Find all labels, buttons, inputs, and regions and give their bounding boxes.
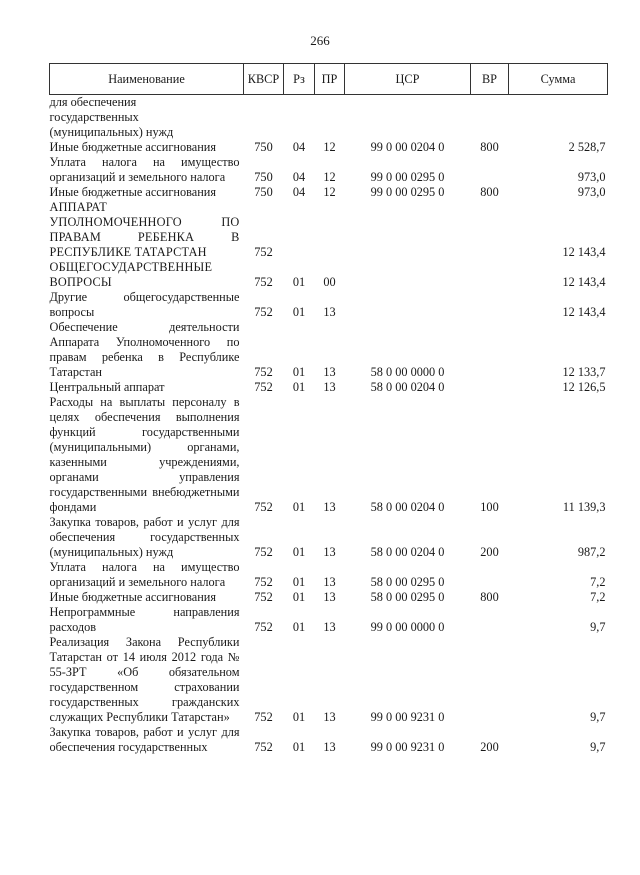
row-kvsr: 752	[254, 305, 273, 319]
row-sum: 987,2	[577, 545, 606, 559]
row-rz: 01	[292, 620, 306, 634]
row-rz: 01	[292, 365, 306, 379]
row-sum: 7,2	[590, 575, 606, 589]
row-sum: 12 143,4	[562, 245, 606, 259]
row-name: Обеспечение деятельности Аппарата Уполномоченного по правам ребенка в Республике Татарстан	[49, 320, 240, 379]
row-vr: 100	[480, 500, 499, 514]
row-sum	[509, 95, 608, 141]
row-kvsr: 752	[254, 380, 273, 394]
table-row	[50, 515, 608, 560]
row-vr	[471, 320, 509, 380]
row-pr: 00	[323, 275, 336, 289]
row-csr: 58 0 00 0295 0	[370, 590, 445, 604]
table-row	[50, 95, 608, 141]
table-row	[50, 260, 608, 290]
row-csr: 99 0 00 9231 0	[370, 710, 445, 724]
row-csr	[345, 95, 471, 141]
row-rz: 04	[292, 185, 306, 199]
row-rz: 01	[292, 575, 306, 589]
row-pr: 13	[323, 500, 336, 514]
row-pr: 13	[323, 710, 336, 724]
row-pr: 13	[323, 305, 336, 319]
row-sum: 12 126,5	[562, 380, 606, 394]
table-row	[50, 320, 608, 380]
row-kvsr: 752	[254, 575, 273, 589]
table-header	[50, 64, 608, 95]
page-number: 266	[310, 33, 330, 48]
row-rz: 01	[292, 710, 306, 724]
row-vr	[471, 260, 509, 290]
row-csr: 58 0 00 0000 0	[370, 365, 445, 379]
row-vr	[471, 605, 509, 635]
table-row	[50, 290, 608, 320]
row-pr: 13	[323, 545, 336, 559]
row-name: Центральный аппарат	[49, 380, 165, 394]
row-sum: 12 143,4	[562, 275, 606, 289]
row-rz: 01	[292, 590, 306, 604]
budget-table	[49, 63, 608, 755]
row-rz	[284, 95, 315, 141]
row-sum: 12 143,4	[562, 305, 606, 319]
row-vr	[471, 560, 509, 590]
row-csr: 99 0 00 0295 0	[370, 170, 445, 184]
row-sum: 9,7	[590, 620, 606, 634]
row-sum: 9,7	[590, 710, 606, 724]
row-name: для обеспечения государственных (муниципальных) нужд	[49, 95, 174, 139]
table-row	[50, 635, 608, 725]
row-pr: 12	[323, 140, 336, 154]
row-name: АППАРАТ УПОЛНОМОЧЕННОГО ПО ПРАВАМ РЕБЕНКА В РЕСПУБЛИКЕ ТАТАРСТАН	[49, 200, 240, 259]
row-csr: 99 0 00 0204 0	[370, 140, 445, 154]
row-vr	[471, 155, 509, 185]
header-rz: Рз	[284, 64, 315, 95]
row-rz: 01	[292, 740, 306, 754]
row-name: Иные бюджетные ассигнования	[49, 140, 217, 154]
row-vr: 200	[480, 740, 499, 754]
row-pr: 13	[323, 590, 336, 604]
row-kvsr	[244, 95, 284, 141]
table-row	[50, 380, 608, 395]
row-pr: 13	[323, 380, 336, 394]
row-kvsr: 752	[254, 275, 273, 289]
header-sum: Сумма	[509, 64, 608, 95]
table-row	[50, 155, 608, 185]
row-name: Уплата налога на имущество организаций и земельного налога	[49, 155, 240, 184]
header-name: Наименование	[50, 64, 244, 95]
table-row	[50, 605, 608, 635]
table-row	[50, 200, 608, 260]
row-vr	[471, 290, 509, 320]
table-row	[50, 725, 608, 755]
row-vr: 800	[480, 140, 499, 154]
row-sum: 973,0	[577, 170, 606, 184]
row-vr	[471, 95, 509, 141]
row-pr: 13	[323, 365, 336, 379]
row-kvsr: 752	[254, 545, 273, 559]
row-csr: 58 0 00 0204 0	[370, 500, 445, 514]
row-sum: 11 139,3	[562, 500, 606, 514]
row-rz: 01	[292, 545, 306, 559]
row-vr	[471, 200, 509, 260]
row-kvsr: 752	[254, 500, 273, 514]
row-rz: 04	[292, 140, 306, 154]
row-kvsr: 752	[254, 710, 273, 724]
row-kvsr: 752	[254, 365, 273, 379]
row-csr	[345, 290, 471, 320]
row-vr: 800	[480, 185, 499, 199]
row-vr	[471, 635, 509, 725]
row-name: Иные бюджетные ассигнования	[49, 590, 217, 604]
row-sum: 7,2	[590, 590, 606, 604]
row-pr: 13	[323, 740, 336, 754]
table-row	[50, 140, 608, 155]
row-rz: 01	[292, 380, 306, 394]
header-kvsr: КВСР	[244, 64, 284, 95]
row-name: Закупка товаров, работ и услуг для обеспечения государственных (муниципальных) нужд	[49, 515, 240, 559]
row-csr: 58 0 00 0204 0	[370, 380, 445, 394]
row-pr: 12	[323, 170, 336, 184]
row-pr	[315, 200, 345, 260]
row-csr: 99 0 00 9231 0	[370, 740, 445, 754]
header-vr: ВР	[471, 64, 509, 95]
row-pr: 13	[323, 620, 336, 634]
row-kvsr: 750	[254, 140, 273, 154]
row-pr	[315, 95, 345, 141]
row-csr	[345, 260, 471, 290]
row-csr: 99 0 00 0295 0	[370, 185, 445, 199]
row-kvsr: 750	[254, 185, 273, 199]
row-kvsr: 752	[254, 740, 273, 754]
row-csr	[345, 200, 471, 260]
table-row	[50, 560, 608, 590]
row-name: Расходы на выплаты персоналу в целях обеспечения выполнения функций государственными (муниципальными) органами, казенными учреждениями, органами управления государственными внебюджетными фондами	[49, 395, 240, 514]
table-row	[50, 590, 608, 605]
table-row	[50, 185, 608, 200]
row-name: Реализация Закона Республики Татарстан от 14 июля 2012 года № 55-ЗРТ «Об обязательном государственном страховании государственных гражданских служащих Республики Татарстан»	[49, 635, 240, 724]
row-kvsr: 750	[254, 170, 273, 184]
row-vr	[471, 380, 509, 395]
header-csr: ЦСР	[345, 64, 471, 95]
row-csr: 58 0 00 0295 0	[370, 575, 445, 589]
row-name: Другие общегосударственные вопросы	[49, 290, 240, 319]
row-name: Закупка товаров, работ и услуг для обеспечения государственных	[49, 725, 240, 754]
row-sum: 973,0	[577, 185, 606, 199]
row-rz: 01	[292, 500, 306, 514]
row-name: Иные бюджетные ассигнования	[49, 185, 217, 199]
row-kvsr: 752	[254, 245, 273, 259]
row-sum: 12 133,7	[562, 365, 606, 379]
row-name: ОБЩЕГОСУДАРСТВЕННЫЕ ВОПРОСЫ	[49, 260, 213, 289]
row-pr: 12	[323, 185, 336, 199]
table-row	[50, 395, 608, 515]
row-kvsr: 752	[254, 620, 273, 634]
header-pr: ПР	[315, 64, 345, 95]
row-kvsr: 752	[254, 590, 273, 604]
row-vr: 200	[480, 545, 499, 559]
row-name: Уплата налога на имущество организаций и земельного налога	[49, 560, 240, 589]
row-pr: 13	[323, 575, 336, 589]
row-rz: 04	[292, 170, 306, 184]
table-body	[50, 95, 608, 756]
row-rz: 01	[292, 305, 306, 319]
row-sum: 2 528,7	[568, 140, 606, 154]
row-rz: 01	[292, 275, 306, 289]
row-csr: 58 0 00 0204 0	[370, 545, 445, 559]
row-vr: 800	[480, 590, 499, 604]
row-csr: 99 0 00 0000 0	[370, 620, 445, 634]
row-name: Непрограммные направления расходов	[49, 605, 240, 634]
row-sum: 9,7	[590, 740, 606, 754]
row-rz	[284, 200, 315, 260]
